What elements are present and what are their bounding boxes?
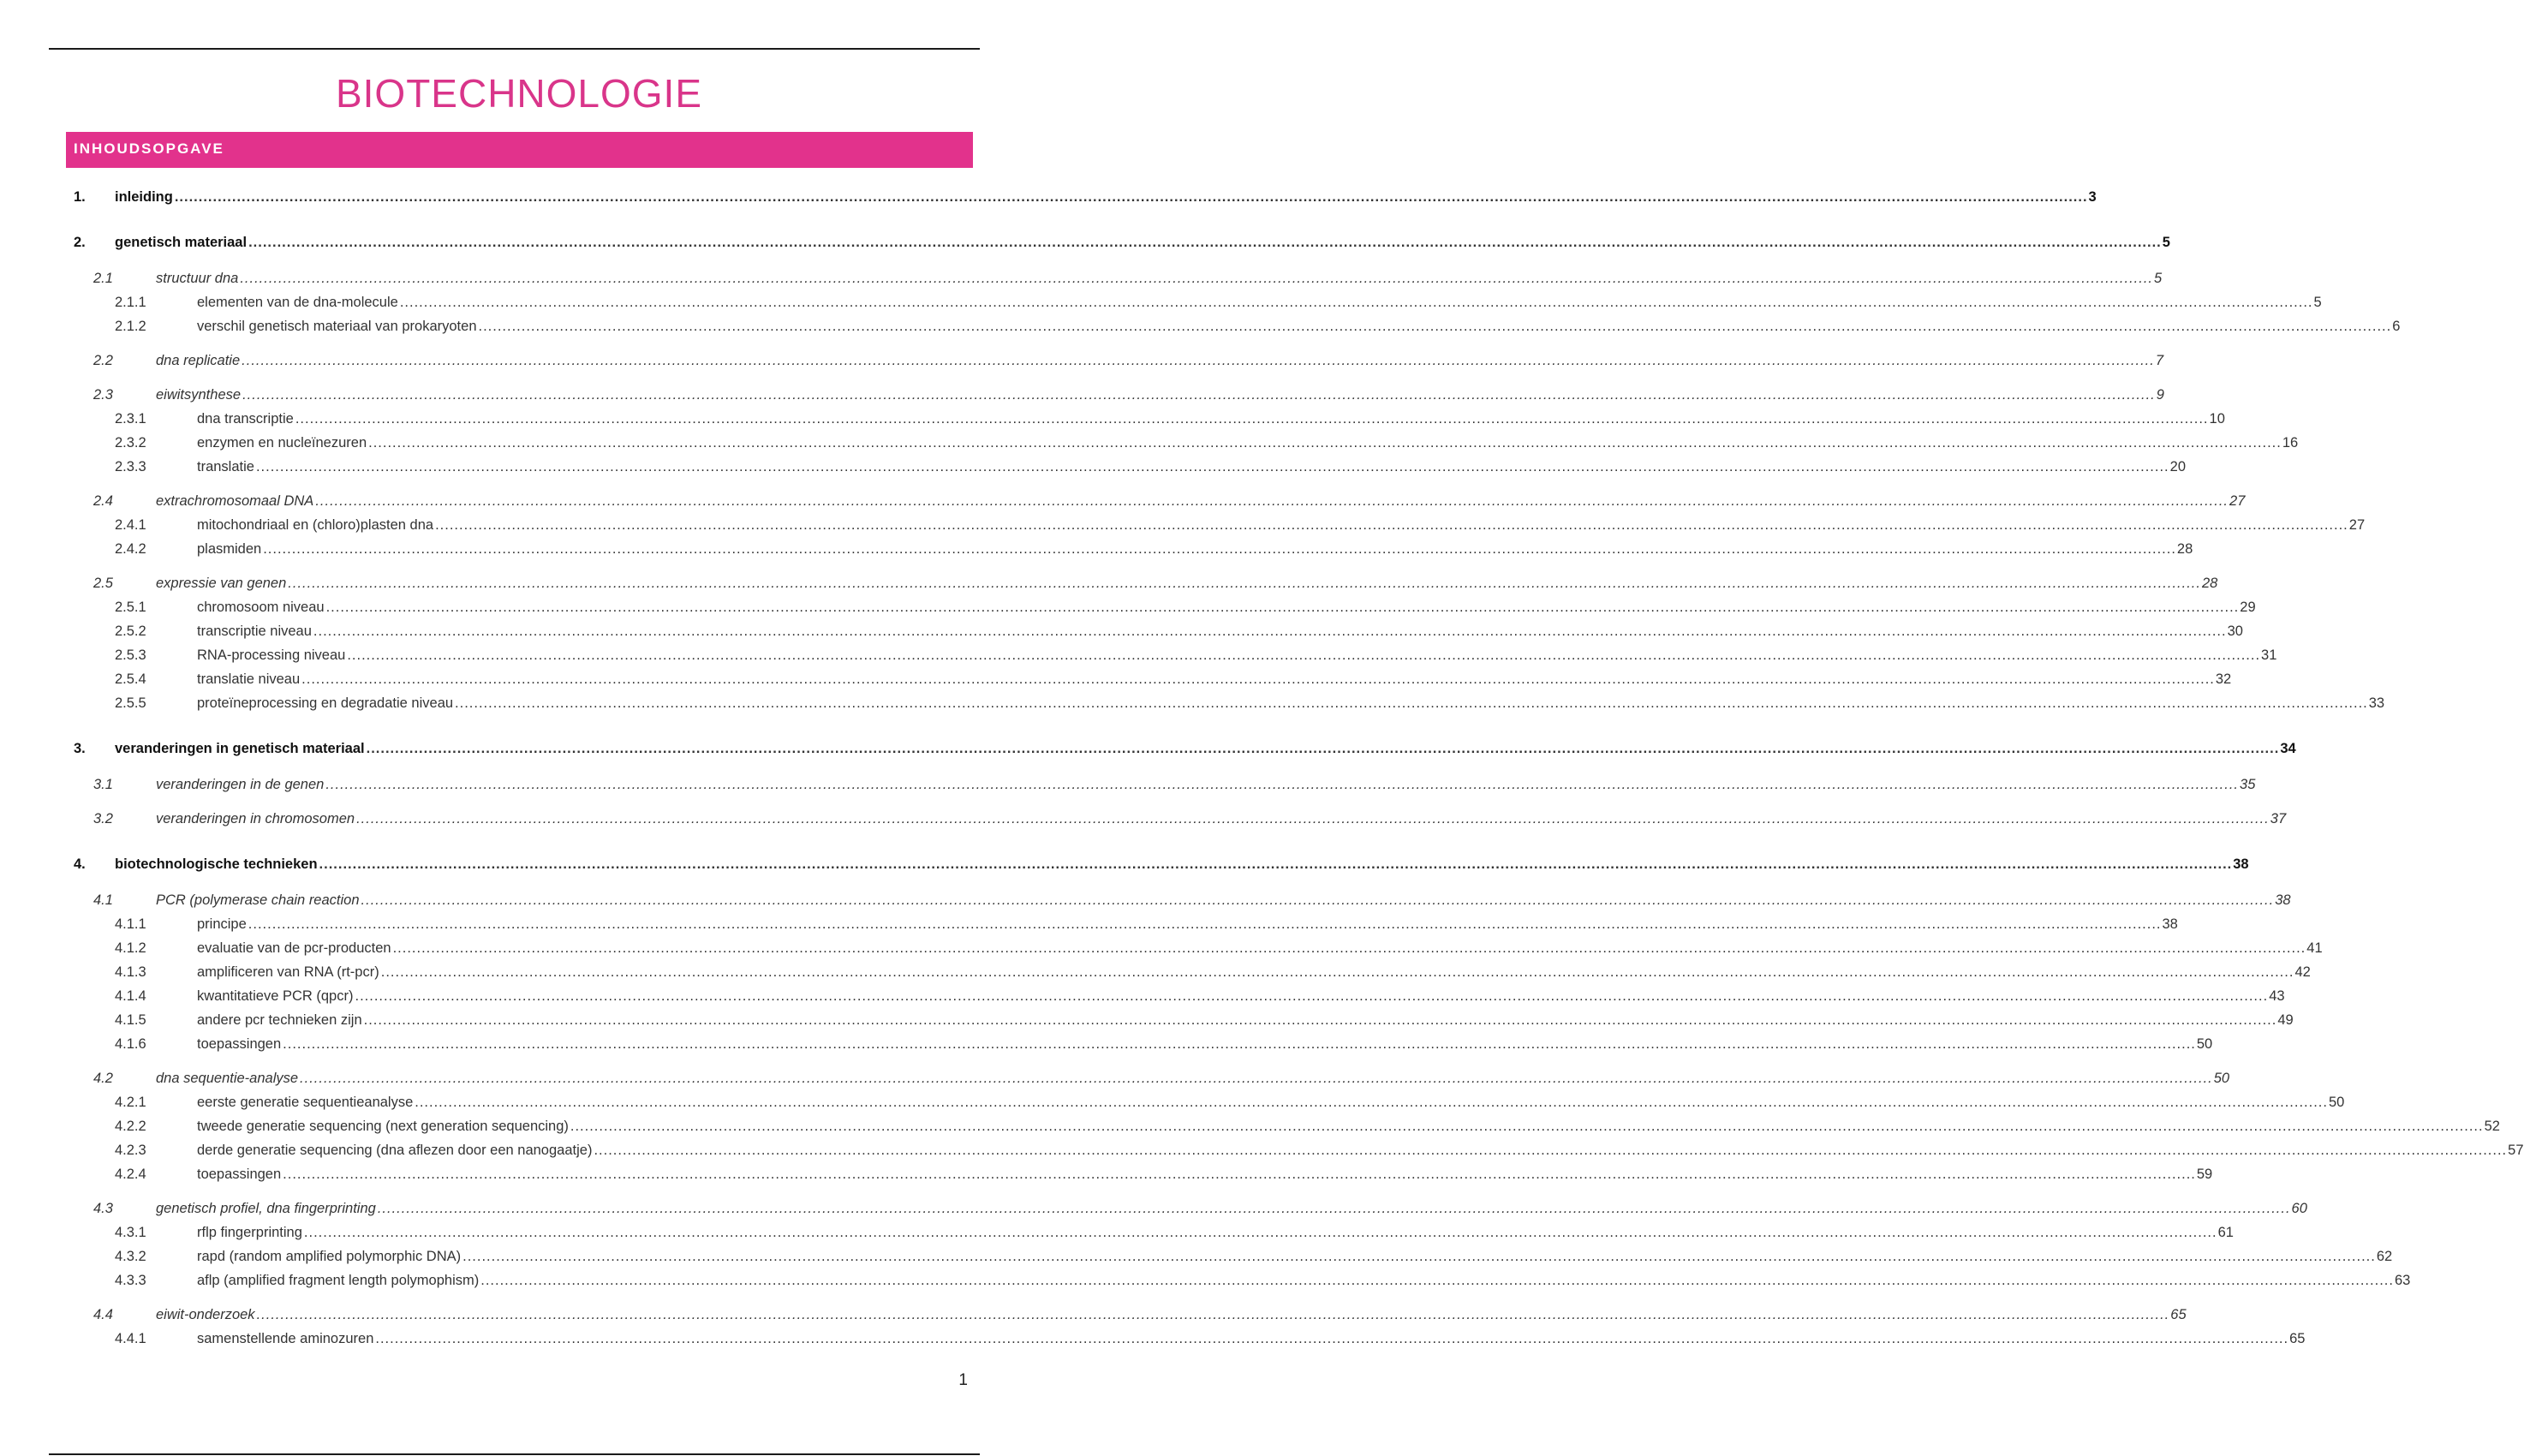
toc-entry-number: 2.4.2 bbox=[115, 541, 146, 557]
toc-entry-label: chromosoom niveau bbox=[197, 597, 325, 618]
dot-leader: ................................................................................................................................................................................................................................................................................................................................................................................................................ bbox=[242, 387, 2156, 403]
toc-entry-page: 10 bbox=[2210, 409, 2225, 429]
toc-entry-2-1-1[interactable] bbox=[0, 292, 2322, 313]
toc-entry-1[interactable] bbox=[0, 187, 2097, 207]
toc-entry-number: 2.5.3 bbox=[115, 647, 146, 663]
toc-entry-line bbox=[156, 1198, 2307, 1219]
dot-leader: ................................................................................................................................................................................................................................................................................................................................................................................................................ bbox=[313, 624, 2227, 639]
toc-entry-number: 2.5.4 bbox=[115, 671, 146, 687]
toc-entry-number: 4.4 bbox=[93, 1307, 113, 1322]
toc-entry-label: kwantitatieve PCR (qpcr) bbox=[197, 986, 354, 1006]
toc-entry-label: elementen van de dna-molecule bbox=[197, 292, 399, 313]
dot-leader: ................................................................................................................................................................................................................................................................................................................................................................................................................ bbox=[263, 541, 2176, 557]
toc-entry-page: 27 bbox=[2229, 491, 2245, 511]
toc-entry-label: PCR (polymerase chain reaction bbox=[156, 890, 361, 910]
dot-leader: ................................................................................................................................................................................................................................................................................................................................................................................................................ bbox=[283, 1167, 2196, 1182]
toc-entry-2-5-1[interactable] bbox=[0, 597, 2256, 618]
toc-entry-line bbox=[197, 1328, 2306, 1349]
toc-entry-line bbox=[197, 1140, 2524, 1161]
toc-entry-4-1-5[interactable] bbox=[0, 1010, 2294, 1030]
toc-entry-3-1[interactable] bbox=[0, 774, 2256, 795]
toc-entry-label: eiwit-onderzoek bbox=[156, 1304, 256, 1325]
toc-entry-page: 49 bbox=[2277, 1010, 2293, 1030]
toc-entry-page: 65 bbox=[2289, 1328, 2305, 1349]
toc-entry-2-4-2[interactable] bbox=[0, 539, 2193, 559]
dot-leader: ................................................................................................................................................................................................................................................................................................................................................................................................................ bbox=[356, 811, 2270, 826]
toc-entry-label: plasmiden bbox=[197, 539, 262, 559]
toc-entry-page: 62 bbox=[2377, 1246, 2392, 1267]
dot-leader: ................................................................................................................................................................................................................................................................................................................................................................................................................ bbox=[399, 295, 2313, 310]
dot-leader: ................................................................................................................................................................................................................................................................................................................................................................................................................ bbox=[325, 600, 2240, 615]
toc-entry-4-2-3[interactable] bbox=[0, 1140, 2524, 1161]
dot-leader: ................................................................................................................................................................................................................................................................................................................................................................................................................ bbox=[240, 271, 2154, 286]
dot-leader: ................................................................................................................................................................................................................................................................................................................................................................................................................ bbox=[415, 1095, 2328, 1110]
toc-entry-label: rapd (random amplified polymorphic DNA) bbox=[197, 1246, 462, 1267]
toc-entry-2-5-4[interactable] bbox=[0, 669, 2232, 689]
dot-leader: ................................................................................................................................................................................................................................................................................................................................................................................................................ bbox=[462, 1249, 2376, 1264]
toc-entry-2-1[interactable] bbox=[0, 268, 2163, 289]
toc-entry-line bbox=[197, 621, 2243, 641]
toc-entry-page: 41 bbox=[2306, 938, 2322, 958]
toc-entry-number: 2.4.1 bbox=[115, 517, 146, 533]
toc-entry-line bbox=[197, 597, 2256, 618]
dot-leader: ................................................................................................................................................................................................................................................................................................................................................................................................................ bbox=[361, 892, 2275, 908]
dot-leader: ................................................................................................................................................................................................................................................................................................................................................................................................................ bbox=[242, 353, 2155, 368]
toc-entry-line bbox=[115, 187, 2097, 207]
toc-entry-number: 4.3.2 bbox=[115, 1249, 146, 1264]
toc-entry-page: 9 bbox=[2157, 385, 2164, 405]
toc-entry-line bbox=[197, 316, 2401, 337]
toc-entry-label: andere pcr technieken zijn bbox=[197, 1010, 363, 1030]
toc-entry-number: 4.3 bbox=[93, 1201, 113, 1216]
toc-heading: INHOUDSOPGAVE bbox=[66, 132, 973, 168]
toc-entry-line bbox=[156, 809, 2287, 829]
toc-entry-label: expressie van genen bbox=[156, 573, 287, 594]
toc-entry-number: 2.4 bbox=[93, 493, 113, 509]
toc-entry-4-1-6[interactable] bbox=[0, 1034, 2213, 1054]
toc-entry-label: eerste generatie sequentieanalyse bbox=[197, 1092, 414, 1113]
toc-entry-line bbox=[197, 1270, 2411, 1291]
toc-entry-label: veranderingen in chromosomen bbox=[156, 809, 355, 829]
toc-entry-2-5[interactable] bbox=[0, 573, 2218, 594]
toc-entry-page: 5 bbox=[2314, 292, 2322, 313]
dot-leader: ................................................................................................................................................................................................................................................................................................................................................................................................................ bbox=[255, 459, 2169, 474]
dot-leader: ................................................................................................................................................................................................................................................................................................................................................................................................................ bbox=[303, 1225, 2217, 1240]
dot-leader: ................................................................................................................................................................................................................................................................................................................................................................................................................ bbox=[480, 1273, 2394, 1288]
toc-entry-page: 60 bbox=[2292, 1198, 2307, 1219]
toc-entry-page: 28 bbox=[2177, 539, 2193, 559]
toc-entry-number: 4.4.1 bbox=[115, 1331, 146, 1346]
toc-entry-page: 57 bbox=[2508, 1140, 2523, 1161]
toc-entry-line bbox=[197, 433, 2299, 453]
toc-entry-page: 38 bbox=[2233, 854, 2248, 874]
toc-entry-line bbox=[197, 539, 2193, 559]
toc-entry-page: 38 bbox=[2275, 890, 2290, 910]
toc-entry-line bbox=[197, 1164, 2213, 1184]
toc-entry-line bbox=[197, 1092, 2345, 1113]
toc-entry-line bbox=[197, 1010, 2294, 1030]
toc-entry-label: derde generatie sequencing (dna aflezen door een nanogaatje) bbox=[197, 1140, 593, 1161]
toc-entry-label: extrachromosomaal DNA bbox=[156, 491, 314, 511]
toc-entry-2-5-2[interactable] bbox=[0, 621, 2243, 641]
toc-entry-label: veranderingen in genetisch materiaal bbox=[115, 738, 366, 759]
toc-entry-page: 65 bbox=[2170, 1304, 2186, 1325]
toc-entry-page: 7 bbox=[2156, 350, 2163, 371]
toc-entry-label: structuur dna bbox=[156, 268, 239, 289]
toc-entry-2-2[interactable] bbox=[0, 350, 2164, 371]
toc-entry-number: 4.1.3 bbox=[115, 964, 146, 980]
toc-entry-page: 43 bbox=[2269, 986, 2284, 1006]
toc-entry-3[interactable] bbox=[0, 738, 2296, 759]
toc-entry-number: 4.1.1 bbox=[115, 916, 146, 932]
dot-leader: ................................................................................................................................................................................................................................................................................................................................................................................................................ bbox=[478, 319, 2392, 334]
toc-entry-line bbox=[197, 986, 2285, 1006]
toc-entry-line bbox=[115, 738, 2296, 759]
dot-leader: ................................................................................................................................................................................................................................................................................................................................................................................................................ bbox=[375, 1331, 2289, 1346]
dot-leader: ................................................................................................................................................................................................................................................................................................................................................................................................................ bbox=[315, 493, 2229, 509]
toc-entry-line bbox=[115, 232, 2170, 253]
toc-entry-2-1-2[interactable] bbox=[0, 316, 2401, 337]
toc-entry-2-4-1[interactable] bbox=[0, 515, 2366, 535]
toc-entry-2-3[interactable] bbox=[0, 385, 2164, 405]
toc-entry-line bbox=[197, 1246, 2393, 1267]
toc-entry-number: 3.1 bbox=[93, 777, 113, 792]
toc-entry-label: toepassingen bbox=[197, 1034, 282, 1054]
toc-entry-number: 2.3.1 bbox=[115, 411, 146, 427]
dot-leader: ................................................................................................................................................................................................................................................................................................................................................................................................................ bbox=[319, 856, 2233, 872]
toc-entry-number: 2. bbox=[74, 235, 86, 250]
dot-leader: ................................................................................................................................................................................................................................................................................................................................................................................................................ bbox=[368, 435, 2282, 451]
toc-entry-number: 4.1.6 bbox=[115, 1036, 146, 1052]
toc-entry-page: 38 bbox=[2163, 914, 2178, 934]
top-rule bbox=[49, 48, 980, 50]
toc-entry-number: 4.2.2 bbox=[115, 1119, 146, 1134]
toc-entry-3-2[interactable] bbox=[0, 809, 2287, 829]
dot-leader: ................................................................................................................................................................................................................................................................................................................................................................................................................ bbox=[325, 777, 2240, 792]
toc-entry-page: 50 bbox=[2214, 1068, 2229, 1089]
dot-leader: ................................................................................................................................................................................................................................................................................................................................................................................................................ bbox=[380, 964, 2294, 980]
toc-entry-line bbox=[115, 854, 2249, 874]
toc-entry-label: toepassingen bbox=[197, 1164, 282, 1184]
dot-leader: ................................................................................................................................................................................................................................................................................................................................................................................................................ bbox=[174, 189, 2088, 205]
toc-entry-page: 52 bbox=[2485, 1116, 2500, 1137]
toc-entry-line bbox=[156, 1304, 2187, 1325]
toc-entry-number: 4.1.4 bbox=[115, 988, 146, 1004]
toc-entry-label: evaluatie van de pcr-producten bbox=[197, 938, 392, 958]
toc-entry-line bbox=[197, 1222, 2234, 1243]
toc-entry-line bbox=[197, 1034, 2213, 1054]
toc-entry-4-3-3[interactable] bbox=[0, 1270, 2411, 1291]
toc-entry-page: 61 bbox=[2218, 1222, 2234, 1243]
toc-entry-line bbox=[197, 693, 2385, 713]
toc-entry-page: 30 bbox=[2228, 621, 2243, 641]
toc-entry-label: enzymen en nucleïnezuren bbox=[197, 433, 367, 453]
toc-entry-line bbox=[197, 456, 2187, 477]
toc-entry-label: samenstellende aminozuren bbox=[197, 1328, 374, 1349]
toc-entry-number: 2.5.5 bbox=[115, 695, 146, 711]
toc-entry-2[interactable] bbox=[0, 232, 2170, 253]
toc-entry-number: 2.1 bbox=[93, 271, 113, 286]
toc-entry-page: 31 bbox=[2261, 645, 2276, 665]
toc-entry-page: 42 bbox=[2294, 962, 2310, 982]
toc-entry-page: 29 bbox=[2240, 597, 2255, 618]
toc-entry-label: dna replicatie bbox=[156, 350, 241, 371]
toc-entry-4-4[interactable] bbox=[0, 1304, 2187, 1325]
bottom-rule bbox=[49, 1453, 980, 1455]
toc-entry-label: RNA-processing niveau bbox=[197, 645, 346, 665]
toc-entry-label: rflp fingerprinting bbox=[197, 1222, 303, 1243]
toc-entry-line bbox=[197, 1116, 2500, 1137]
dot-leader: ................................................................................................................................................................................................................................................................................................................................................................................................................ bbox=[366, 741, 2280, 756]
toc-entry-line bbox=[197, 515, 2366, 535]
toc-entry-line bbox=[156, 491, 2246, 511]
toc-entry-4-2-2[interactable] bbox=[0, 1116, 2500, 1137]
toc-entry-page: 16 bbox=[2282, 433, 2298, 453]
toc-entry-4-2-4[interactable] bbox=[0, 1164, 2213, 1184]
dot-leader: ................................................................................................................................................................................................................................................................................................................................................................................................................ bbox=[256, 1307, 2170, 1322]
dot-leader: ................................................................................................................................................................................................................................................................................................................................................................................................................ bbox=[300, 1071, 2213, 1086]
toc-entry-page: 28 bbox=[2202, 573, 2217, 594]
toc-entry-number: 4.2.1 bbox=[115, 1095, 146, 1110]
toc-entry-page: 33 bbox=[2369, 693, 2384, 713]
toc-entry-line bbox=[156, 573, 2218, 594]
toc-entry-page: 5 bbox=[2163, 232, 2170, 253]
toc-entry-line bbox=[197, 669, 2232, 689]
toc-entry-label: genetisch materiaal bbox=[115, 232, 248, 253]
toc-entry-2-5-3[interactable] bbox=[0, 645, 2277, 665]
toc-entry-number: 2.1.2 bbox=[115, 319, 146, 334]
toc-entry-label: translatie niveau bbox=[197, 669, 301, 689]
toc-entry-number: 4. bbox=[74, 856, 86, 872]
toc-entry-line bbox=[197, 914, 2178, 934]
toc-entry-line bbox=[197, 938, 2323, 958]
toc-entry-number: 2.3.3 bbox=[115, 459, 146, 474]
page-number: 1 bbox=[958, 1371, 968, 1389]
toc-entry-line bbox=[156, 890, 2291, 910]
toc-entry-line bbox=[156, 350, 2164, 371]
toc-entry-line bbox=[156, 385, 2164, 405]
toc-entry-4-2-1[interactable] bbox=[0, 1092, 2345, 1113]
toc-entry-number: 2.3 bbox=[93, 387, 113, 403]
dot-leader: ................................................................................................................................................................................................................................................................................................................................................................................................................ bbox=[392, 940, 2306, 956]
toc-entry-2-3-2[interactable] bbox=[0, 433, 2299, 453]
dot-leader: ................................................................................................................................................................................................................................................................................................................................................................................................................ bbox=[435, 517, 2348, 533]
toc-entry-line bbox=[156, 268, 2163, 289]
toc-entry-4-3-2[interactable] bbox=[0, 1246, 2393, 1267]
toc-entry-line bbox=[156, 774, 2256, 795]
dot-leader: ................................................................................................................................................................................................................................................................................................................................................................................................................ bbox=[363, 1012, 2277, 1028]
toc-entry-number: 2.5.2 bbox=[115, 624, 146, 639]
toc-entry-line bbox=[197, 962, 2311, 982]
toc-entry-page: 35 bbox=[2240, 774, 2255, 795]
toc-entry-label: genetisch profiel, dna fingerprinting bbox=[156, 1198, 377, 1219]
toc-entry-page: 3 bbox=[2089, 187, 2097, 207]
toc-entry-number: 1. bbox=[74, 189, 86, 205]
toc-entry-label: inleiding bbox=[115, 187, 174, 207]
toc-entry-number: 4.1 bbox=[93, 892, 113, 908]
toc-entry-page: 37 bbox=[2270, 809, 2286, 829]
toc-entry-4-3-1[interactable] bbox=[0, 1222, 2234, 1243]
toc-entry-line bbox=[197, 645, 2277, 665]
toc-entry-number: 2.2 bbox=[93, 353, 113, 368]
toc-entry-2-4[interactable] bbox=[0, 491, 2246, 511]
toc-entry-line bbox=[156, 1068, 2230, 1089]
toc-entry-4-3[interactable] bbox=[0, 1198, 2307, 1219]
toc-entry-label: verschil genetisch materiaal van prokaryoten bbox=[197, 316, 478, 337]
toc-entry-number: 4.3.1 bbox=[115, 1225, 146, 1240]
toc-entry-label: dna sequentie-analyse bbox=[156, 1068, 299, 1089]
toc-entry-number: 4.2.3 bbox=[115, 1143, 146, 1158]
toc-entry-page: 5 bbox=[2154, 268, 2162, 289]
toc-entry-4-1-2[interactable] bbox=[0, 938, 2323, 958]
toc-entry-4-1-3[interactable] bbox=[0, 962, 2311, 982]
toc-entry-label: tweede generatie sequencing (next generation sequencing) bbox=[197, 1116, 570, 1137]
toc-entry-page: 50 bbox=[2197, 1034, 2212, 1054]
dot-leader: ................................................................................................................................................................................................................................................................................................................................................................................................................ bbox=[594, 1143, 2508, 1158]
toc-entry-label: transcriptie niveau bbox=[197, 621, 313, 641]
toc-entry-label: eiwitsynthese bbox=[156, 385, 242, 405]
toc-entry-number: 3.2 bbox=[93, 811, 113, 826]
toc-entry-label: principe bbox=[197, 914, 248, 934]
toc-entry-label: veranderingen in de genen bbox=[156, 774, 325, 795]
toc-entry-page: 63 bbox=[2395, 1270, 2410, 1291]
dot-leader: ................................................................................................................................................................................................................................................................................................................................................................................................................ bbox=[295, 411, 2209, 427]
toc-entry-label: dna transcriptie bbox=[197, 409, 295, 429]
toc-entry-4-4-1[interactable] bbox=[0, 1328, 2306, 1349]
toc-entry-label: mitochondriaal en (chloro)plasten dna bbox=[197, 515, 434, 535]
dot-leader: ................................................................................................................................................................................................................................................................................................................................................................................................................ bbox=[288, 576, 2201, 591]
toc-entry-2-5-5[interactable] bbox=[0, 693, 2385, 713]
toc-entry-number: 4.1.2 bbox=[115, 940, 146, 956]
toc-entry-page: 59 bbox=[2197, 1164, 2212, 1184]
toc-entry-number: 4.3.3 bbox=[115, 1273, 146, 1288]
toc-entry-number: 2.5.1 bbox=[115, 600, 146, 615]
toc-entry-number: 4.2 bbox=[93, 1071, 113, 1086]
dot-leader: ................................................................................................................................................................................................................................................................................................................................................................................................................ bbox=[455, 695, 2368, 711]
toc-entry-label: biotechnologische technieken bbox=[115, 854, 319, 874]
toc-entry-page: 50 bbox=[2329, 1092, 2344, 1113]
dot-leader: ................................................................................................................................................................................................................................................................................................................................................................................................................ bbox=[248, 235, 2162, 250]
dot-leader: ................................................................................................................................................................................................................................................................................................................................................................................................................ bbox=[355, 988, 2269, 1004]
toc-entry-4[interactable] bbox=[0, 854, 2249, 874]
toc-entry-page: 32 bbox=[2216, 669, 2231, 689]
toc-entry-number: 3. bbox=[74, 741, 86, 756]
toc-entry-page: 34 bbox=[2280, 738, 2295, 759]
toc-entry-number: 2.1.1 bbox=[115, 295, 146, 310]
toc-entry-label: aflp (amplified fragment length polymophism) bbox=[197, 1270, 480, 1291]
toc-entry-4-1-4[interactable] bbox=[0, 986, 2285, 1006]
dot-leader: ................................................................................................................................................................................................................................................................................................................................................................................................................ bbox=[248, 916, 2162, 932]
toc-entry-page: 27 bbox=[2349, 515, 2365, 535]
toc-entry-2-3-3[interactable] bbox=[0, 456, 2187, 477]
toc-entry-label: proteïneprocessing en degradatie niveau bbox=[197, 693, 454, 713]
toc-entry-number: 4.2.4 bbox=[115, 1167, 146, 1182]
dot-leader: ................................................................................................................................................................................................................................................................................................................................................................................................................ bbox=[347, 647, 2261, 663]
toc-entry-line bbox=[197, 409, 2225, 429]
toc-entry-number: 2.5 bbox=[93, 576, 113, 591]
toc-entry-4-2[interactable] bbox=[0, 1068, 2230, 1089]
toc-entry-page: 20 bbox=[2170, 456, 2186, 477]
dot-leader: ................................................................................................................................................................................................................................................................................................................................................................................................................ bbox=[283, 1036, 2196, 1052]
dot-leader: ................................................................................................................................................................................................................................................................................................................................................................................................................ bbox=[377, 1201, 2291, 1216]
toc-entry-label: translatie bbox=[197, 456, 255, 477]
toc-entry-page: 6 bbox=[2392, 316, 2400, 337]
dot-leader: ................................................................................................................................................................................................................................................................................................................................................................................................................ bbox=[301, 671, 2215, 687]
toc-entry-line bbox=[197, 292, 2322, 313]
toc-entry-4-1-1[interactable] bbox=[0, 914, 2178, 934]
document-title: BIOTECHNOLOGIE bbox=[335, 71, 703, 116]
toc-entry-2-3-1[interactable] bbox=[0, 409, 2225, 429]
dot-leader: ................................................................................................................................................................................................................................................................................................................................................................................................................ bbox=[570, 1119, 2484, 1134]
toc-entry-label: amplificeren van RNA (rt-pcr) bbox=[197, 962, 380, 982]
toc-entry-number: 4.1.5 bbox=[115, 1012, 146, 1028]
toc-entry-4-1[interactable] bbox=[0, 890, 2291, 910]
toc-entry-number: 2.3.2 bbox=[115, 435, 146, 451]
